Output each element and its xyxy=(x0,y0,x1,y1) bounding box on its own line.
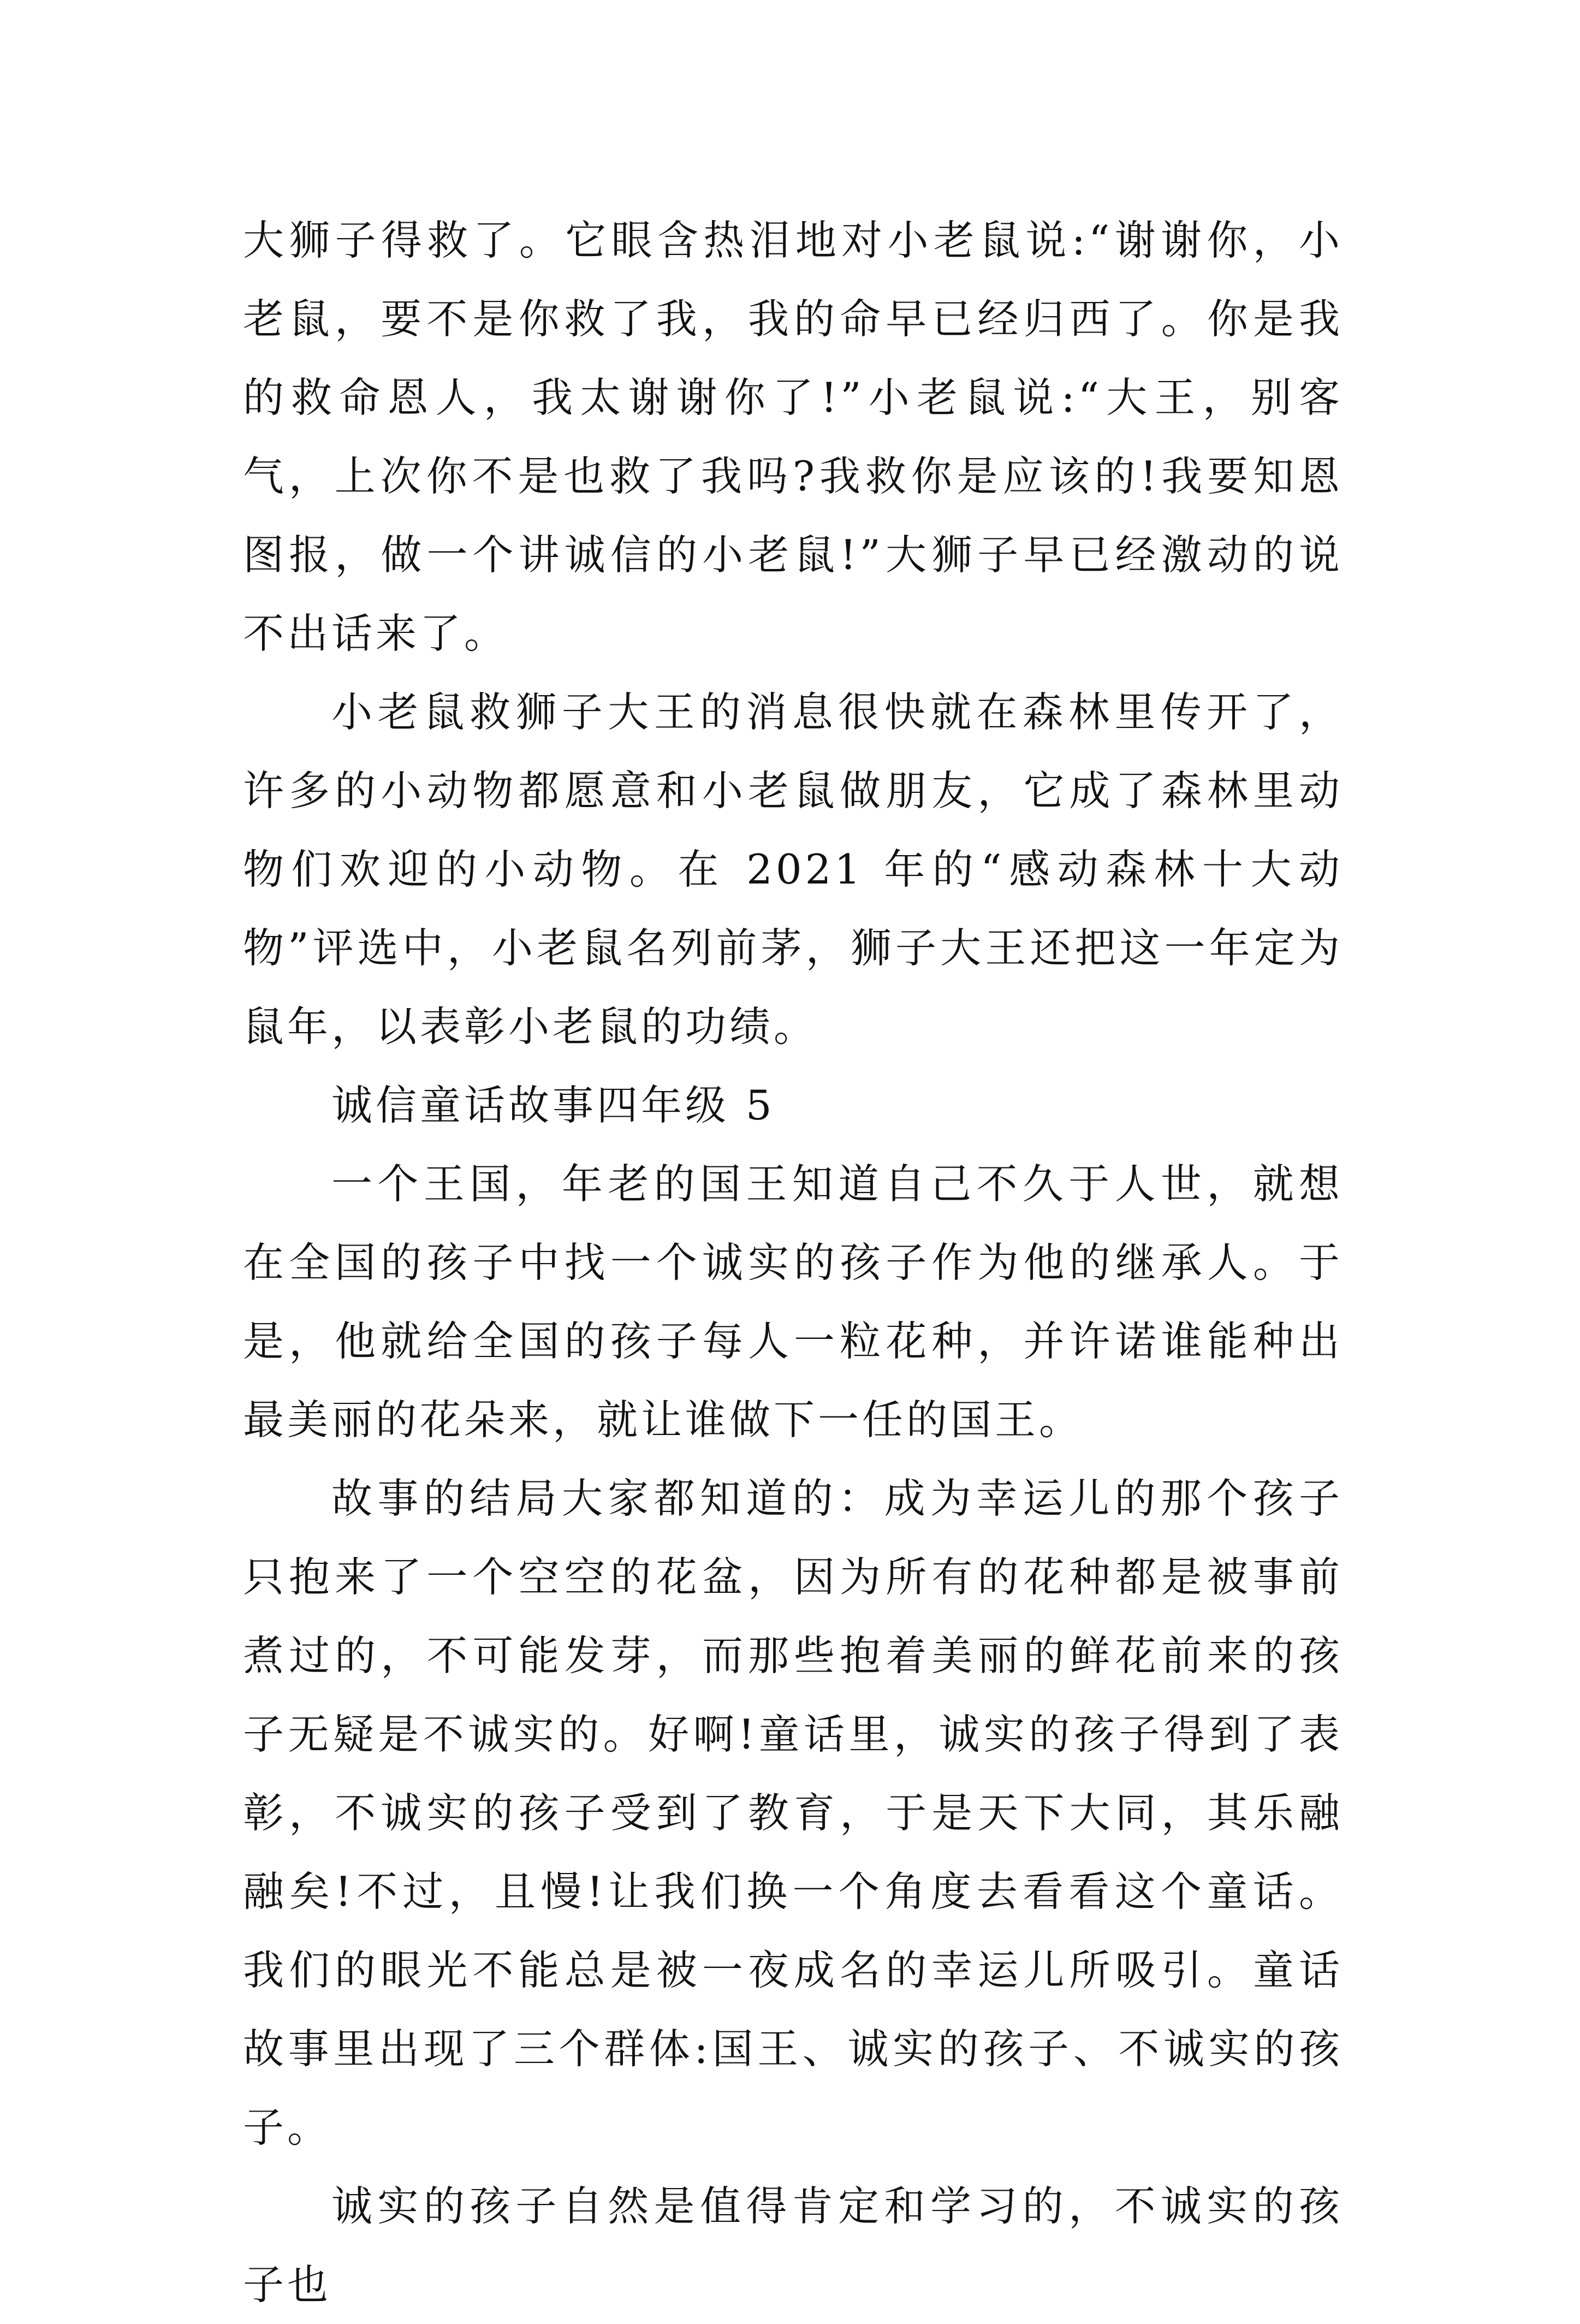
paragraph-story-ending: 故事的结局大家都知道的：成为幸运儿的那个孩子只抱来了一个空空的花盆，因为所有的花种都是被事前煮过的，不可能发芽，而那些抱着美丽的鲜花前来的孩子无疑是不诚实的。好啊!童话里，诚实的孩子得到了表彰，不诚实的孩子受到了教育，于是天下大同，其乐融融矣!不过，且慢!让我们换一个角度去看看这个童话。我们的眼光不能总是被一夜成名的幸运儿所吸引。童话故事里出现了三个群体:国王、诚实的孩子、不诚实的孩子。 xyxy=(243,1474,1343,2151)
document-body xyxy=(243,201,1343,2324)
paragraph-mouse-news: 小老鼠救狮子大王的消息很快就在森林里传开了，许多的小动物都愿意和小老鼠做朋友，它成了森林里动物们欢迎的小动物。在 2021 年的“感动森林十大动物”评选中，小老鼠名列前茅，狮子大王还把这一年定为鼠年，以表彰小老鼠的功绩。 xyxy=(243,688,1343,1051)
paragraph-honest-child: 诚实的孩子自然是值得肯定和学习的，不诚实的孩子也 xyxy=(243,2182,1343,2309)
paragraph-kingdom: 一个王国，年老的国王知道自己不久于人世，就想在全国的孩子中找一个诚实的孩子作为他的继承人。于是，他就给全国的孩子每人一粒花种，并许诺谁能种出最美丽的花朵来，就让谁做下一任的国王。 xyxy=(243,1160,1343,1444)
section-heading: 诚信童话故事四年级 5 xyxy=(331,1081,775,1129)
paragraph-lion-saved: 大狮子得救了。它眼含热泪地对小老鼠说:“谢谢你，小老鼠，要不是你救了我，我的命早已经归西了。你是我的救命恩人，我太谢谢你了!”小老鼠说:“大王，别客气，上次你不是也救了我吗?我救你是应该的!我要知恩图报，做一个讲诚信的小老鼠!”大狮子早已经激动的说不出话来了。 xyxy=(243,216,1343,657)
